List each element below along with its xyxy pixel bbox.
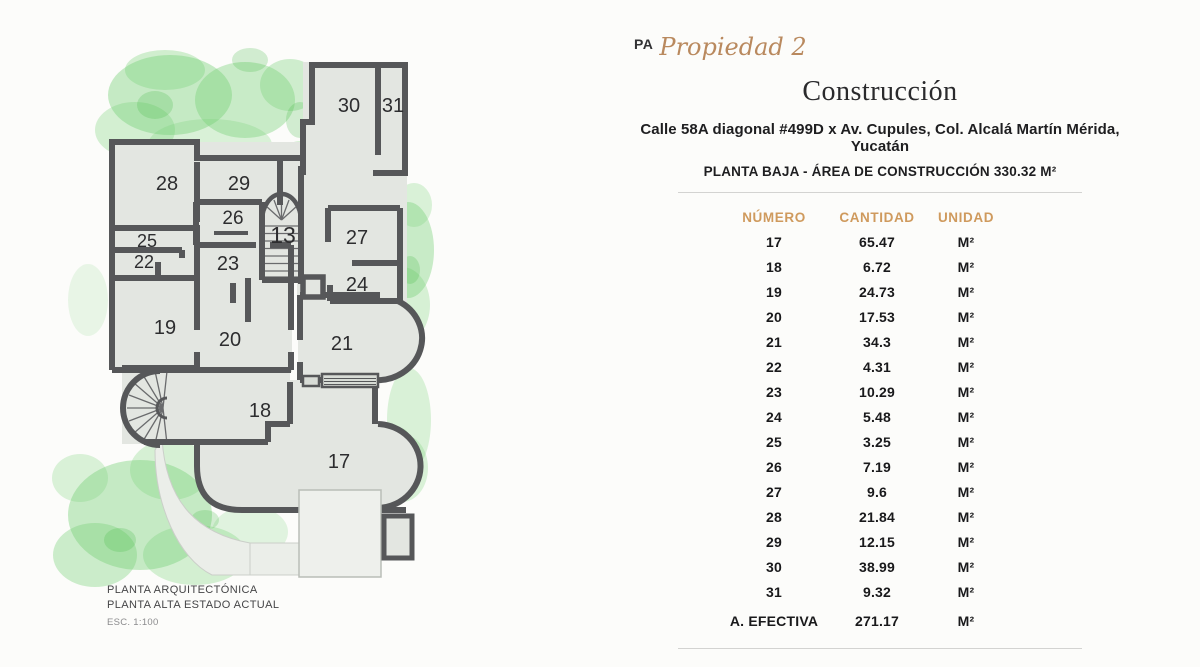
table-row	[678, 505, 1082, 530]
table-cell: M²	[957, 509, 975, 525]
table-row	[678, 580, 1082, 605]
construction-panel	[640, 0, 1120, 649]
table-row	[678, 330, 1082, 355]
table-cell: 38.99	[858, 559, 896, 575]
property-address: Calle 58A diagonal #499D x Av. Cupules, Col. Alcalá Martín Mérida, Yucatán	[640, 121, 1120, 155]
table-row	[678, 430, 1082, 455]
table-cell: 31	[766, 584, 782, 600]
table-cell: 24	[766, 409, 782, 425]
table-row	[678, 455, 1082, 480]
area-table-rows	[678, 230, 1082, 605]
plan-caption-line2: PLANTA ALTA ESTADO ACTUAL	[107, 599, 280, 611]
room-label: 18	[248, 400, 272, 422]
table-cell: M²	[957, 409, 975, 425]
annex-box	[384, 516, 412, 558]
table-cell: 26	[766, 459, 782, 475]
table-row	[678, 555, 1082, 580]
room-label: 24	[345, 274, 369, 296]
table-total-row	[678, 609, 1082, 634]
table-cell: M²	[957, 284, 975, 300]
table-cell: 17.53	[858, 309, 896, 325]
table-cell: M²	[957, 309, 975, 325]
table-cell: 24.73	[858, 284, 896, 300]
table-cell: M²	[957, 434, 975, 450]
divider-top	[678, 192, 1082, 193]
table-cell: 23	[766, 384, 782, 400]
room-label: 26	[222, 208, 244, 229]
table-cell: M²	[957, 259, 975, 275]
table-cell: 19	[766, 284, 782, 300]
area-subtitle: PLANTA BAJA - ÁREA DE CONSTRUCCIÓN 330.32 M²	[703, 164, 1057, 179]
room-label: 20	[218, 329, 242, 351]
table-cell: 34.3	[862, 334, 892, 350]
column-header-unidad: UNIDAD	[937, 210, 995, 225]
table-cell: 22	[766, 359, 782, 375]
table-cell: 7.19	[862, 459, 892, 475]
room-label: 30	[337, 95, 361, 117]
room-label: 22	[133, 252, 155, 272]
table-cell: M²	[957, 484, 975, 500]
table-cell: 3.25	[862, 434, 892, 450]
room-label: 23	[216, 253, 240, 275]
table-row	[678, 355, 1082, 380]
table-cell: M²	[957, 584, 975, 600]
table-cell: 9.6	[866, 484, 888, 500]
plan-caption	[107, 583, 279, 630]
room-label: 21	[330, 333, 354, 355]
table-cell: 4.31	[862, 359, 892, 375]
table-cell: 17	[766, 234, 782, 250]
terrace	[299, 490, 381, 577]
table-row	[678, 255, 1082, 280]
table-row	[678, 230, 1082, 255]
table-cell: 29	[766, 534, 782, 550]
table-cell: 21.84	[858, 509, 896, 525]
total-value: 271.17	[854, 613, 900, 629]
table-cell: M²	[957, 234, 975, 250]
room-label: 31	[381, 95, 405, 117]
floor-plan	[0, 0, 460, 667]
room-label: 29	[227, 173, 251, 195]
table-cell: M²	[957, 384, 975, 400]
divider-bottom	[678, 648, 1082, 649]
page-title: Construcción	[802, 76, 958, 107]
table-cell: 21	[766, 334, 782, 350]
brand-logo-prefix: PA	[634, 36, 654, 52]
table-row	[678, 405, 1082, 430]
room-label: 13	[270, 222, 296, 248]
table-cell: 18	[766, 259, 782, 275]
table-cell: 20	[766, 309, 782, 325]
table-cell: M²	[957, 359, 975, 375]
table-cell: 27	[766, 484, 782, 500]
table-cell: 28	[766, 509, 782, 525]
table-row	[678, 530, 1082, 555]
table-cell: M²	[957, 334, 975, 350]
table-row	[678, 380, 1082, 405]
table-header-row	[678, 205, 1082, 230]
room-label: 17	[327, 451, 351, 473]
plan-caption-line1: PLANTA ARQUITECTÓNICA	[107, 584, 258, 596]
table-cell: 9.32	[862, 584, 892, 600]
table-cell: 30	[766, 559, 782, 575]
column	[303, 277, 323, 297]
area-table	[678, 205, 1082, 634]
table-row	[678, 280, 1082, 305]
table-cell: 25	[766, 434, 782, 450]
room-label: 25	[136, 231, 158, 251]
table-cell: M²	[957, 534, 975, 550]
table-cell: 5.48	[862, 409, 892, 425]
column-header-cantidad: CANTIDAD	[839, 210, 915, 225]
total-unit: M²	[957, 613, 975, 629]
window-sill	[303, 374, 378, 387]
column-header-numero: NÚMERO	[742, 210, 806, 225]
table-row	[678, 305, 1082, 330]
plan-scale: ESC. 1:100	[107, 617, 159, 628]
total-label: A. EFECTIVA	[729, 613, 819, 629]
table-cell: M²	[957, 559, 975, 575]
room-label: 27	[345, 227, 369, 249]
table-cell: 6.72	[862, 259, 892, 275]
table-cell: 65.47	[858, 234, 896, 250]
table-row	[678, 480, 1082, 505]
table-cell: M²	[957, 459, 975, 475]
table-cell: 12.15	[858, 534, 896, 550]
brand-logo-name: Propiedad 2	[659, 33, 807, 61]
table-cell: 10.29	[858, 384, 896, 400]
room-label: 19	[153, 317, 177, 339]
room-label: 28	[155, 173, 179, 195]
